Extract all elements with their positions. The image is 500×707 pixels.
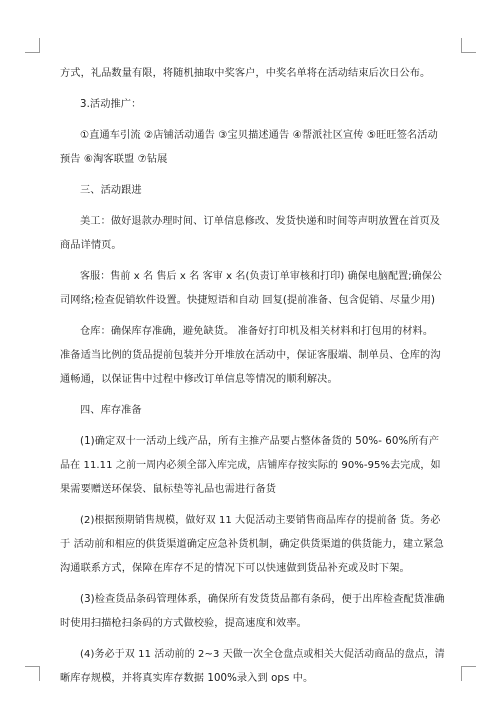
paragraph-line: ①直通车引流 ②店铺活动通告 ③宝贝描述通告 ④帮派社区宣传 ⑤旺旺签名活动 bbox=[80, 130, 438, 141]
paragraph-line: 果需要赠送环保袋、鼠标垫等礼品也需进行备货 bbox=[60, 484, 277, 495]
paragraph-line: 美工：做好退款办理时间、订单信息修改、发货快递和时间等声明放置在首页及 bbox=[80, 216, 441, 227]
paragraph-line: 时使用扫描枪扫条码的方式做校验，提高速度和效率。 bbox=[60, 618, 307, 629]
paragraph-line: 于 活动前和相应的供货渠道确定应急补货机制，确定供货渠道的供货能力，建立紧急 bbox=[60, 539, 444, 550]
crop-mark-bottom-right bbox=[461, 666, 476, 681]
paragraph-line: 客服：售前 x 名 售后 x 名 客审 x 名(负责订单审核和打印) 确保电脑配置;确保公 bbox=[80, 271, 443, 282]
paragraph-line: 准备适当比例的货品提前包装并分开堆放在活动中，保证客服端、制单员、仓库的沟 bbox=[60, 350, 441, 361]
paragraph-line: 仓库：确保库存准确，避免缺货。 准备好打印机及相关材料和打包用的材料。 bbox=[80, 326, 434, 337]
section-heading: 四、库存准备 bbox=[80, 405, 142, 416]
crop-mark-top-right bbox=[461, 38, 476, 53]
paragraph-line: 沟通联系方式，保障在库存不足的情况下可以快速做到货品补充或及时下架。 bbox=[60, 563, 410, 574]
paragraph-line: 司网络;检查促销软件设置。快捷短语和自动 回复(提前准备、包含促销、尽量少用) bbox=[60, 295, 436, 306]
document-body bbox=[60, 62, 446, 691]
paragraph-line: (1)确定双十一活动上线产品，所有主推产品要占整体备货的 50%- 60%所有产 bbox=[80, 436, 440, 447]
crop-mark-top-left bbox=[25, 38, 40, 53]
paragraph-line: 通畅通，以保证售中过程中修改订单信息等情况的顺利解决。 bbox=[60, 374, 338, 385]
paragraph-line: 方式，礼品数量有限，将随机抽取中奖客户，中奖名单将在活动结束后次日公布。 bbox=[60, 68, 431, 79]
paragraph-line: 晰库存规模，并将真实库存数据 100%录入到 ops 中。 bbox=[60, 673, 314, 684]
paragraph-line: (4)务必于双 11 活动前的 2~3 天做一次全仓盘点或相关大促活动商品的盘点，清 bbox=[80, 649, 445, 660]
section-heading: 三、活动跟进 bbox=[80, 185, 142, 196]
section-heading: 3.活动推广： bbox=[80, 99, 142, 110]
paragraph-line: 品在 11.11 之前一周内必须全部入库完成，店铺库存按实际的 90%-95%去完成，如 bbox=[60, 460, 441, 471]
paragraph-line: (3)检查货品条码管理体系，确保所有发货货品都有条码，便于出库检查配货准确 bbox=[80, 594, 445, 605]
paragraph-line: 预告 ⑥淘客联盟 ⑦钻展 bbox=[60, 154, 168, 165]
crop-mark-bottom-left bbox=[25, 666, 40, 681]
paragraph-line: (2)根据预期销售规模，做好双 11 大促活动主要销售商品库存的提前备 货。务必 bbox=[80, 515, 441, 526]
paragraph-line: 商品详情页。 bbox=[60, 240, 122, 251]
